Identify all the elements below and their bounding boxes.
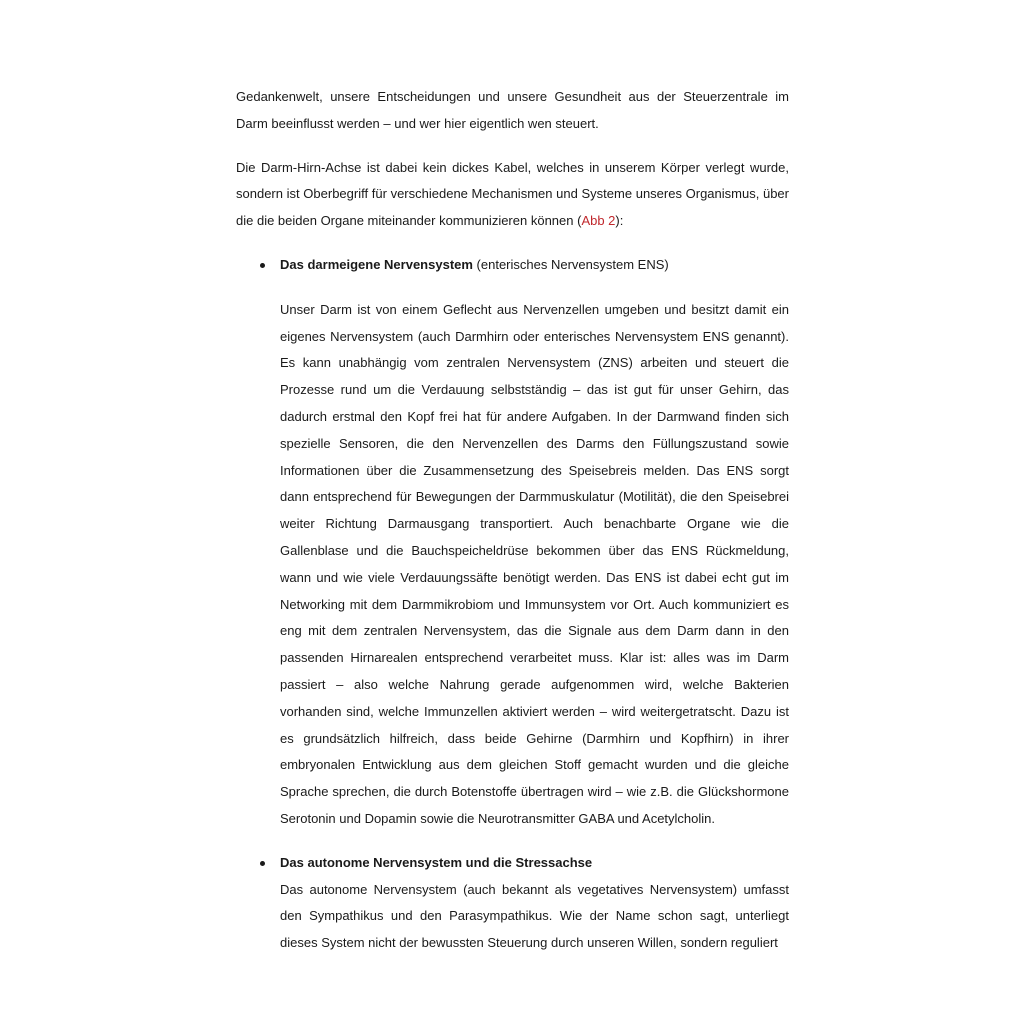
document-body (236, 84, 789, 957)
paragraph-intro-2-tail: ): (615, 213, 624, 229)
bullet-heading-bold: Das darmeigene Nervensystem (280, 256, 473, 272)
paragraph-ens-body: Unser Darm ist von einem Geflecht aus Nervenzellen umgeben und besitzt damit ein eigenes Nervensystem (auch Darmhirn oder enterisches Nervensystem ENS genannt). Es kann unabhängig vom zentralen Nervensystem (ZNS) arbeiten und steuert die Prozesse rund um die Verdauung selbstständig – das ist gut für unser Gehirn, das dadurch erstmal den Kopf frei hat für andere Aufgaben. In der Darmwand finden sich spezielle Sensoren, die den Nervenzellen des Darms den Füllungszustand sowie Informationen über die Zusammensetzung des Speisebreis melden. Das ENS sorgt dann entsprechend für Bewegungen der Darmmuskulatur (Motilität), die den Speisebrei weiter Richtung Darmausgang transportiert. Auch benachbarte Organe wie die Gallenblase und die Bauchspeicheldrüse bekommen über das ENS Rückmeldung, wann und wie viele Verdauungssäfte benötigt werden. Das ENS ist dabei echt gut im Networking mit dem Darmmikrobiom und Immunsystem vor Ort. Auch kommuniziert es eng mit dem zentralen Nervensystem, das die Signale aus dem Darm dann in den passenden Hirnarealen entsprechend verarbeitet muss. Klar ist: alles was im Darm passiert – also welche Nahrung gerade aufgenommen wird, welche Bakterien vorhanden sind, welche Immunzellen aktiviert werden – wird weitergetratscht. Dazu ist es grundsätzlich hilfreich, dass beide Gehirne (Darmhirn und Kopfhirn) in ihrer embryonalen Entwicklung aus dem gleichen Stoff gemacht wurden und die gleiche Sprache sprechen, die durch Botenstoffe übertragen wird – wie z.B. die Glückshormone Serotonin und Dopamin sowie die Neurotransmitter GABA und Acetylcholin. (280, 301, 789, 826)
bullet-item-ens (236, 252, 789, 279)
bullet-icon (260, 263, 265, 268)
figure-reference-link[interactable]: Abb 2 (581, 213, 616, 229)
bullet-heading-normal: (enterisches Nervensystem ENS) (472, 256, 669, 272)
bullet-item-ans (236, 850, 789, 877)
bullet-icon (260, 861, 265, 866)
bullet-heading-bold: Das autonome Nervensystem und die Stressachse (280, 854, 593, 870)
paragraph-ans-body: Das autonome Nervensystem (auch bekannt als vegetatives Nervensystem) umfasst den Sympathikus und den Parasympathikus. Wie der Name schon sagt, unterliegt dieses System nicht der bewussten Steuerung durch unseren Willen, sondern reguliert (280, 881, 789, 951)
bullet-heading-ens (280, 252, 789, 279)
bullet-heading-ans (280, 850, 789, 877)
paragraph-intro-2 (236, 155, 789, 235)
paragraph-intro-2-text: Die Darm-Hirn-Achse ist dabei kein dickes Kabel, welches in unserem Körper verlegt wurde, sondern ist Oberbegriff für verschiedene Mechanismen und Systeme unseres Organismus, über die die beiden Organe miteinander kommunizieren können ( (236, 159, 789, 229)
paragraph-intro-1: Gedankenwelt, unsere Entscheidungen und unsere Gesundheit aus der Steuerzentrale im Darm beeinflusst werden – und wer hier eigentlich wen steuert. (236, 89, 789, 131)
